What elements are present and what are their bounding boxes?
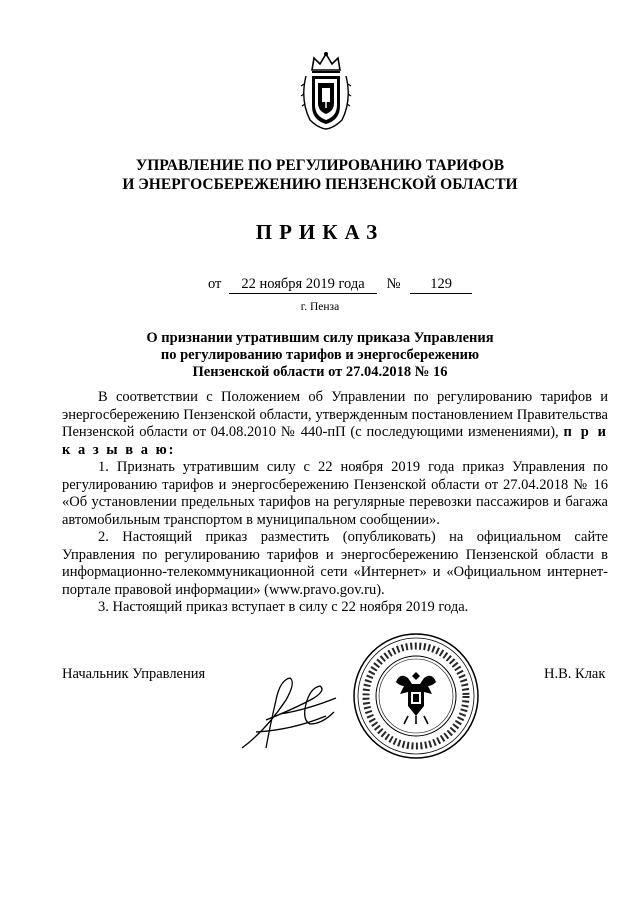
item-2: 2. Настоящий приказ разместить (опубликовать) на официальном сайте Управления по регулированию тарифов и энергосбережению Пензенской области в информационно-телекоммуникационной сети «Интернет» и «Официальном интернет-портале правовой информации» (www.pravo.gov.ru).	[62, 529, 608, 598]
document-title: ПРИКАЗ	[255, 220, 385, 244]
organization-name-line2: И ЭНЕРГОСБЕРЕЖЕНИЮ ПЕНЗЕНСКОЙ ОБЛАСТИ	[122, 176, 518, 193]
city-label: г. Пенза	[300, 301, 340, 313]
subject-line2: по регулированию тарифов и энергосбережению	[160, 347, 480, 363]
order-date: 22 ноября 2019 года	[229, 276, 377, 294]
subject-line3: Пензенской области от 27.04.2018 № 16	[192, 364, 448, 380]
item-3: 3. Настоящий приказ вступает в силу с 22 ноября 2019 года.	[98, 599, 469, 615]
from-label: от	[208, 276, 222, 292]
order-body	[62, 389, 608, 617]
signer-position: Начальник Управления	[62, 666, 206, 682]
date-number-line	[208, 276, 472, 294]
intro-text: В соответствии с Положением об Управлении по регулированию тарифов и энергосбережению Пензенской области, утвержденным постановлением Правительства Пензенской области от 04.08.2010 № 440-пП (с последующими изменениями),	[62, 389, 608, 440]
organization-name	[0, 156, 640, 194]
intro-paragraph	[62, 389, 608, 459]
signer-name: Н.В. Клак	[544, 666, 606, 682]
organization-name-line1: УПРАВЛЕНИЕ ПО РЕГУЛИРОВАНИЮ ТАРИФОВ	[135, 157, 505, 174]
coat-of-arms-emblem	[298, 50, 354, 130]
item-1: 1. Признать утратившим силу с 22 ноября 2019 года приказ Управления по регулированию тарифов и энергосбережению Пензенской области от 27.04.2018 № 16 «Об установлении предельных тарифов на регулярные перевозки пассажиров и багажа автомобильным транспортом в муниципальном сообщении».	[62, 459, 608, 528]
order-subject	[0, 330, 640, 381]
subject-line1: О признании утратившим силу приказа Управления	[146, 330, 494, 346]
order-number: 129	[410, 276, 472, 294]
order-word: п р и к а з ы в а ю:	[62, 424, 609, 458]
number-label: №	[386, 276, 401, 292]
official-seal	[352, 632, 480, 760]
handwritten-signature	[236, 660, 356, 760]
